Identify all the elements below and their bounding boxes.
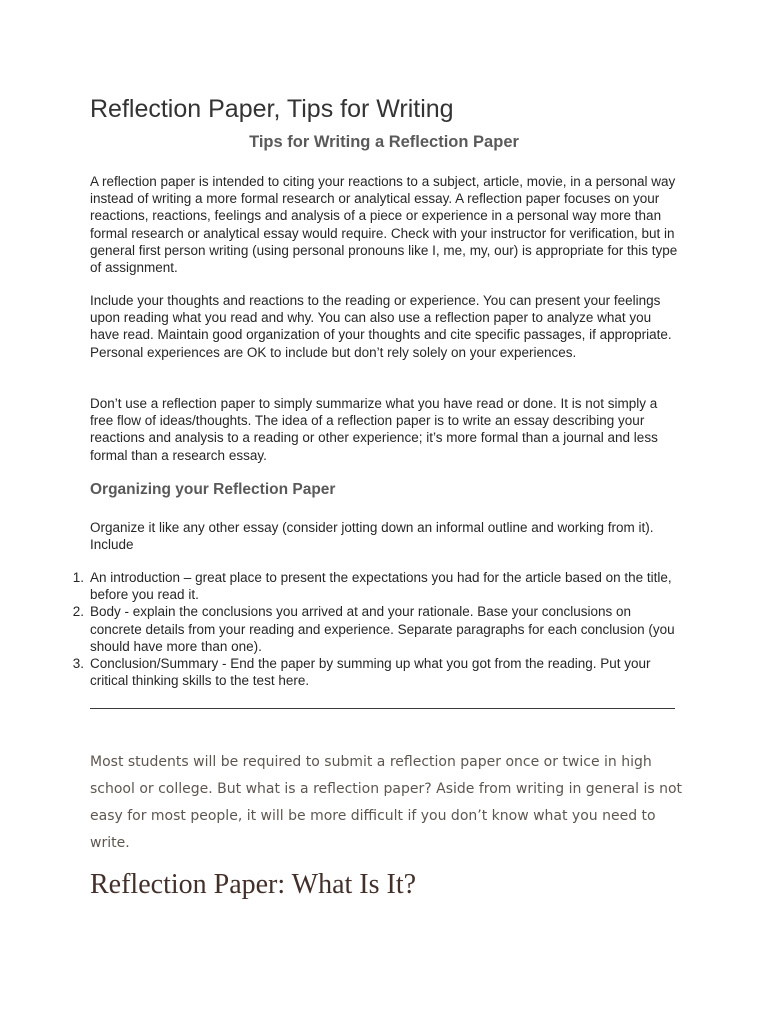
document-subtitle: Tips for Writing a Reflection Paper	[249, 133, 519, 151]
section-heading-organizing: Organizing your Reflection Paper	[90, 481, 336, 498]
list-item-number: 1.	[72, 570, 84, 585]
list-item	[72, 603, 682, 655]
list-item-number: 3.	[72, 656, 84, 672]
organizing-steps-list	[72, 569, 682, 689]
list-item-text: Conclusion/Summary - End the paper by summing up what you got from the reading. Put your critical thinking skills to the test here.	[90, 656, 651, 689]
paragraph-include-thoughts: Include your thoughts and reactions to the reading or experience. You can present your feelings upon reading what you read and why. You can also use a reflection paper to analyze what you have read. Maintain good organization of your thoughts and cite specific passages, if appropriate. Personal experiences are OK to include but don’t rely solely on your experiences.	[90, 293, 672, 360]
list-item	[72, 569, 682, 603]
list-item-number: 2.	[72, 604, 84, 620]
horizontal-divider	[90, 708, 675, 709]
document-title: Reflection Paper, Tips for Writing	[90, 95, 454, 123]
paragraph-dont-summarize: Don’t use a reflection paper to simply summarize what you have read or done. It is not simply a free flow of ideas/thoughts. The idea of a reflection paper is to write an essay describing your reactions and analysis to a reading or other experience; it’s more formal than a journal and less formal than a research essay.	[90, 396, 658, 463]
heading-what-is-it: Reflection Paper: What Is It?	[90, 869, 417, 900]
list-item	[72, 655, 682, 689]
intro-paragraph: Most students will be required to submit a reflection paper once or twice in high school or college. But what is a reflection paper? Aside from writing in general is not easy for most people, it will be more difficult if you don’t know what you need to write.	[90, 754, 683, 851]
list-item-text: An introduction – great place to present the expectations you had for the article based on the title, before you read it.	[90, 570, 672, 603]
list-item-text: Body - explain the conclusions you arrived at and your rationale. Base your conclusions on concrete details from your reading and experience. Separate paragraphs for each conclusion (you should have more than one).	[90, 604, 675, 654]
paragraph-organize: Organize it like any other essay (consider jotting down an informal outline and working from it). Include	[90, 520, 654, 553]
paragraph-definition: A reflection paper is intended to citing your reactions to a subject, article, movie, in a personal way instead of writing a more formal research or analytical essay. A reflection paper focuses on your reactions, reactions, feelings and analysis of a piece or experience in a personal way more than formal research or analytical essay would require. Check with your instructor for verification, but in general first person writing (using personal pronouns like I, me, my, our) is appropriate for this type of assignment.	[90, 174, 678, 276]
